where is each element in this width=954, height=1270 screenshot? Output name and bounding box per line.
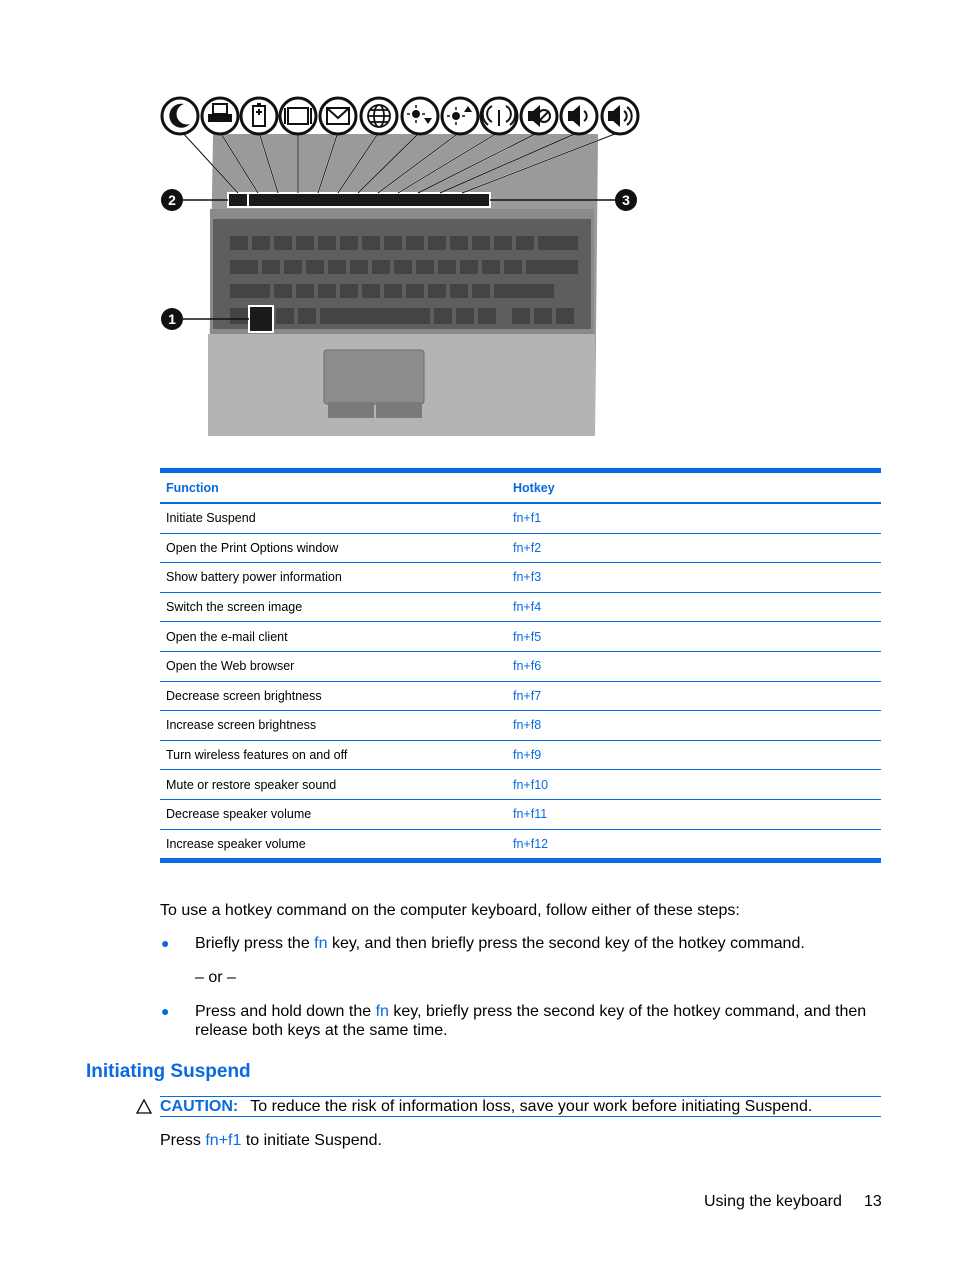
callout-2 xyxy=(161,189,183,211)
bullet-1-key: fn xyxy=(314,935,328,952)
table-row xyxy=(160,681,881,711)
function-cell: Open the e-mail client xyxy=(160,622,507,652)
bullet-step-1 xyxy=(195,934,885,953)
function-cell: Increase screen brightness xyxy=(160,711,507,741)
press-key: fn+f1 xyxy=(205,1132,242,1149)
function-cell: Increase speaker volume xyxy=(160,829,507,861)
bullet-1-before: Briefly press the xyxy=(195,935,315,952)
caution-text: To reduce the risk of information loss, save your work before initiating Suspend. xyxy=(250,1098,813,1115)
function-cell: Decrease speaker volume xyxy=(160,799,507,829)
bullet-1-after: key, and then briefly press the second key of the hotkey command. xyxy=(327,935,805,952)
function-cell: Turn wireless features on and off xyxy=(160,740,507,770)
page-number: 13 xyxy=(864,1193,882,1210)
table-row xyxy=(160,799,881,829)
esc-key-highlight xyxy=(228,193,248,207)
bullet-step-2 xyxy=(195,1002,885,1040)
callout-1-label: 1 xyxy=(168,311,176,327)
hotkey-cell: fn+f9 xyxy=(507,740,881,770)
function-cell: Switch the screen image xyxy=(160,592,507,622)
touchpad-right-button xyxy=(376,402,422,418)
touchpad xyxy=(324,350,424,404)
footer-section-title: Using the keyboard xyxy=(704,1193,842,1210)
fn-key-highlight xyxy=(249,306,273,332)
table-row xyxy=(160,533,881,563)
hotkey-table xyxy=(160,468,881,863)
bullet-2-after: key, briefly press the second key of the hotkey command, and then release both keys at the same time. xyxy=(195,1003,867,1039)
function-cell: Open the Print Options window xyxy=(160,533,507,563)
callout-1 xyxy=(161,308,183,330)
hotkey-cell: fn+f3 xyxy=(507,563,881,593)
table-row xyxy=(160,829,881,861)
press-after: to initiate Suspend. xyxy=(241,1132,382,1149)
bullet-dot-icon: ● xyxy=(161,935,170,951)
table-row xyxy=(160,563,881,593)
press-before: Press xyxy=(160,1132,206,1149)
touchpad-left-button xyxy=(328,402,374,418)
table-row xyxy=(160,770,881,800)
function-cell: Open the Web browser xyxy=(160,651,507,681)
bullet-2-key: fn xyxy=(375,1003,389,1020)
hotkey-cell: fn+f11 xyxy=(507,799,881,829)
hotkey-cell: fn+f6 xyxy=(507,651,881,681)
callout-2-label: 2 xyxy=(168,192,176,208)
function-cell: Decrease screen brightness xyxy=(160,681,507,711)
caution-box xyxy=(160,1096,881,1117)
section-heading: Initiating Suspend xyxy=(86,1061,251,1082)
hotkey-cell: fn+f1 xyxy=(507,503,881,533)
function-cell: Show battery power information xyxy=(160,563,507,593)
callout-3 xyxy=(615,189,637,211)
header-hotkey: Hotkey xyxy=(513,480,555,495)
keyboard-illustration xyxy=(158,94,648,440)
table-row xyxy=(160,651,881,681)
bullet-2-before: Press and hold down the xyxy=(195,1003,376,1020)
callout-3-label: 3 xyxy=(622,192,630,208)
table-row xyxy=(160,711,881,741)
caution-triangle-icon xyxy=(136,1099,152,1119)
hotkey-cell: fn+f5 xyxy=(507,622,881,652)
hotkey-cell: fn+f2 xyxy=(507,533,881,563)
hotkey-cell: fn+f8 xyxy=(507,711,881,741)
press-instruction xyxy=(160,1131,382,1150)
function-cell: Mute or restore speaker sound xyxy=(160,770,507,800)
caution-label: CAUTION: xyxy=(160,1098,239,1115)
header-function: Function xyxy=(166,480,219,495)
function-cell: Initiate Suspend xyxy=(160,503,507,533)
table-row xyxy=(160,592,881,622)
intro-paragraph: To use a hotkey command on the computer keyboard, follow either of these steps: xyxy=(160,902,740,919)
function-keys-row xyxy=(228,193,490,207)
table-row xyxy=(160,503,881,533)
table-row xyxy=(160,740,881,770)
hotkey-cell: fn+f7 xyxy=(507,681,881,711)
hotkey-cell: fn+f10 xyxy=(507,770,881,800)
or-separator: – or – xyxy=(195,969,236,986)
table-header-row xyxy=(160,471,881,504)
table-row xyxy=(160,622,881,652)
bullet-dot-icon: ● xyxy=(161,1003,170,1019)
hotkey-cell: fn+f12 xyxy=(507,829,881,861)
hotkey-cell: fn+f4 xyxy=(507,592,881,622)
